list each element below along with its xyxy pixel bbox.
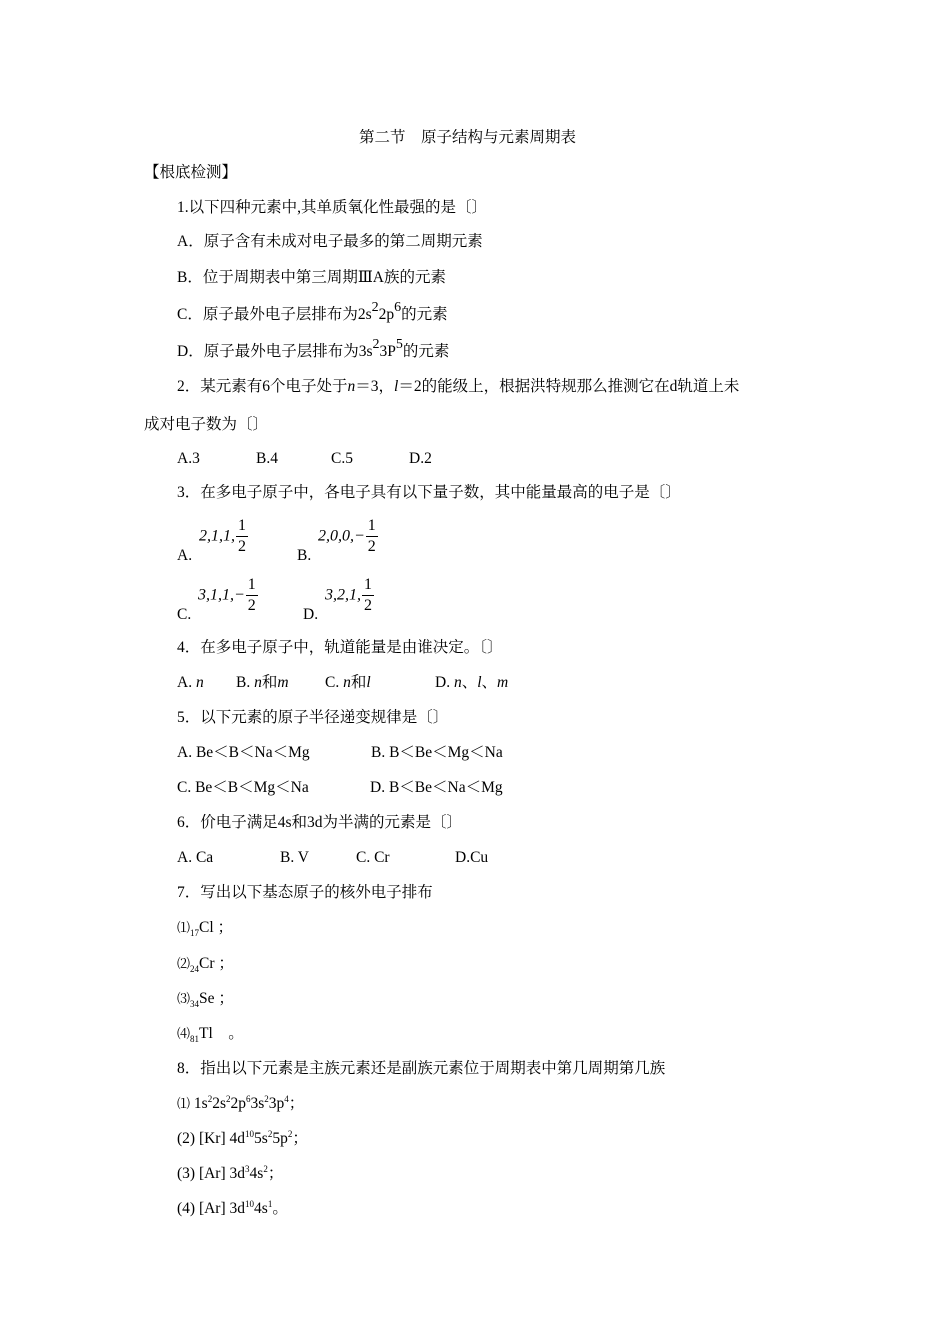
q5-stem: 5．以下元素的原子半径递变规律是〔〕 — [177, 709, 449, 726]
q3-option-a-label: A. — [177, 547, 193, 564]
q6-option-d: D.Cu — [455, 849, 489, 866]
q1-option-a: A．原子含有未成对电子最多的第二周期元素 — [177, 233, 483, 250]
q2-option-a: A.3 — [177, 450, 200, 467]
q3-option-b-value: 2,0,0,− $\frac{1}{2}$ — [318, 517, 376, 555]
q7-item-4: $⑷_{81}Tl$ 。 — [177, 1025, 244, 1045]
q5-option-c: C. Be＜B＜Mg＜Na — [177, 779, 309, 796]
q1-option-b: B．位于周期表中第三周期ⅢA族的元素 — [177, 269, 446, 286]
q2-stem-line2: 成对电子数为〔〕 — [144, 416, 269, 433]
q3-option-a-value: 2,1,1, $\frac{1}{2}$ — [199, 517, 246, 555]
q3-option-d-label: D. — [303, 606, 319, 623]
q1-stem: 1.以下四种元素中,其单质氧化性最强的是〔〕 — [177, 199, 488, 216]
q8-stem: 8．指出以下元素是主族元素还是副族元素位于周期表中第几周期第几族 — [177, 1060, 666, 1077]
q3-stem: 3．在多电子原子中，各电子具有以下量子数，其中能量最高的电子是〔〕 — [177, 484, 681, 501]
q3-option-c-label: C. — [177, 606, 192, 623]
q8-item-1: ⑴ $1s^22s^22p^63s^23p^4$； — [177, 1093, 305, 1112]
q4-option-b: B. n和m — [236, 674, 289, 691]
q3-option-b-label: B. — [297, 547, 312, 564]
q7-item-3: $⑶_{34}Se$ ； — [177, 990, 234, 1010]
q5-option-b: B. B＜Be＜Mg＜Na — [371, 744, 503, 761]
q2-option-d: D.2 — [409, 450, 432, 467]
q2-stem: 2．某元素有6个电子处于n＝3，l＝2的能级上，根据洪特规那么推测它在d轨道上未 — [177, 378, 740, 395]
q3-option-d-value: 3,2,1, $\frac{1}{2}$ — [325, 576, 372, 614]
q4-option-a: A. n — [177, 674, 204, 691]
q5-option-a: A. Be＜B＜Na＜Mg — [177, 744, 310, 761]
q8-item-2: (2) [Kr] $4d^{10}5s^25p^2$； — [177, 1128, 308, 1147]
q6-option-c: C. Cr — [356, 849, 390, 866]
q4-option-c: C. n和l — [325, 674, 371, 691]
q6-option-a: A. Ca — [177, 849, 214, 866]
q8-item-4: (4) [Ar] $3d^{10}4s^1$。 — [177, 1198, 288, 1217]
page-title: 第二节 原子结构与元素周期表 — [359, 129, 577, 146]
q1-option-d: D．原子最外电子层排布为$3s^23P^5$的元素 — [177, 336, 450, 360]
q2-option-b: B.4 — [256, 450, 278, 467]
q3-option-c-value: 3,1,1,− $\frac{1}{2}$ — [198, 576, 256, 614]
q5-option-d: D. B＜Be＜Na＜Mg — [370, 779, 503, 796]
q4-option-d: D. n、l、m — [435, 674, 509, 691]
q7-item-2: $⑵_{24}Cr$ ； — [177, 955, 234, 975]
q8-item-3: (3) [Ar] $3d^34s^2$； — [177, 1163, 284, 1182]
q7-stem: 7．写出以下基态原子的核外电子排布 — [177, 884, 433, 901]
q1-option-c: C．原子最外电子层排布为$2s^22p^6$的元素 — [177, 299, 448, 323]
q6-option-b: B. V — [280, 849, 310, 866]
q7-item-1: $⑴_{17}Cl$ ； — [177, 919, 234, 939]
q6-stem: 6．价电子满足4s和3d为半满的元素是〔〕 — [177, 814, 463, 831]
q4-stem: 4．在多电子原子中，轨道能量是由谁决定。〔〕 — [177, 639, 503, 656]
section-heading: 【根底检测】 — [144, 164, 238, 181]
q2-option-c: C.5 — [331, 450, 353, 467]
